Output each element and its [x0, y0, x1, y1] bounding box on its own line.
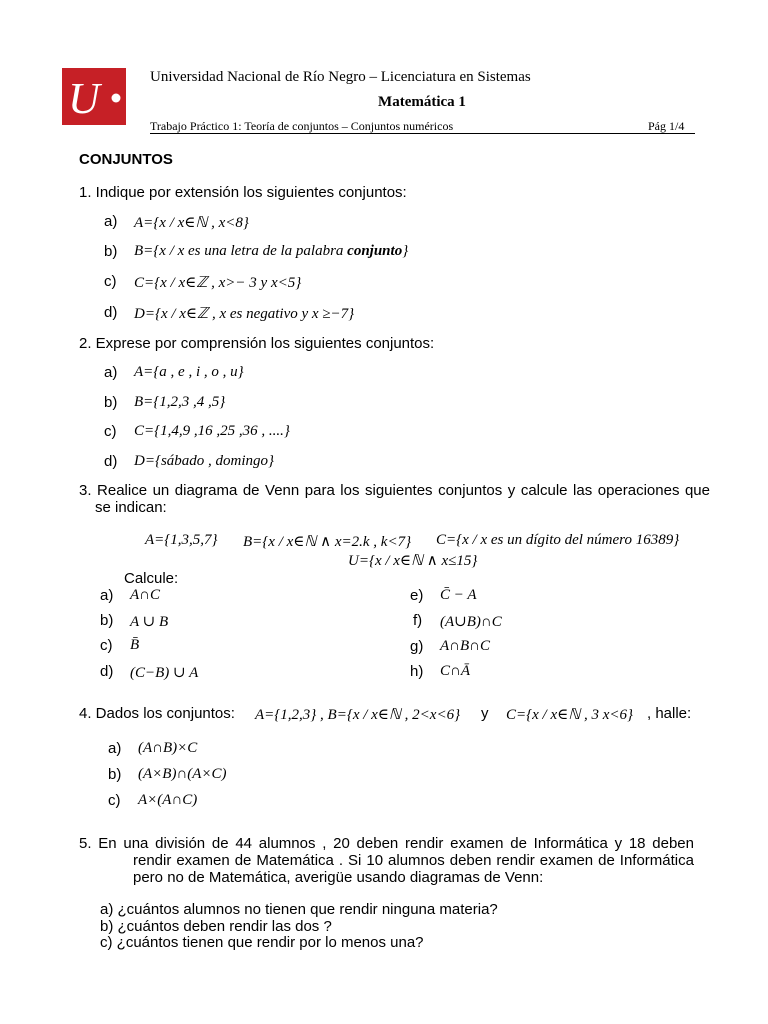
q2-d-expr: D={sábado , domingo}	[134, 453, 275, 469]
q4-title: 4. Dados los conjuntos:	[79, 705, 235, 722]
q3-a-label: a)	[100, 587, 114, 604]
q3-e-expr: C̄ − A	[440, 587, 477, 603]
q1-b-expr-post: }	[402, 243, 409, 259]
q1-title: 1. Indique por extensión los siguientes conjuntos:	[79, 184, 407, 201]
institution-name: Universidad Nacional de Río Negro – Licenciatura en Sistemas	[150, 69, 531, 85]
q1-b-expr-bold: conjunto	[347, 243, 403, 259]
q3-h-expr: C∩Ā	[440, 663, 470, 679]
q3-c-expr: B̄	[130, 637, 140, 653]
q1-b-expr-pre: B={x / x es una letra de la palabra	[134, 243, 348, 259]
q3-set-a: A={1,3,5,7}	[145, 532, 218, 548]
page-number: Pág 1/4	[648, 119, 685, 133]
q4-sets-ab: A={1,2,3} , B={x / x∈ℕ , 2<x<6}	[255, 707, 461, 723]
q3-b-expr: A ∪ B	[130, 614, 169, 630]
q5-a: a) ¿cuántos alumnos no tienen que rendir ninguna materia?	[100, 901, 498, 918]
q4-set-c: C={x / x∈ℕ , 3 x<6}	[506, 707, 634, 723]
q5-b: b) ¿cuántos deben rendir las dos ?	[100, 918, 332, 935]
practice-title: Trabajo Práctico 1: Teoría de conjuntos – Conjuntos numéricos	[150, 119, 454, 133]
q2-b-expr: B={1,2,3 ,4 ,5}	[134, 394, 226, 410]
q3-e-label: e)	[410, 587, 424, 604]
q3-f-expr: (A∪B)∩C	[440, 614, 502, 630]
q1-c-expr: C={x / x∈ℤ , x>− 3 y x<5}	[134, 275, 302, 291]
q1-a-expr: A={x / x∈ℕ , x<8}	[134, 215, 249, 231]
q3-d-label: d)	[100, 663, 114, 680]
q4-c-expr: A×(A∩C)	[138, 792, 198, 808]
q4-c-label: c)	[108, 792, 121, 809]
q1-d-expr: D={x / x∈ℤ , x es negativo y x ≥−7}	[134, 306, 355, 322]
q5-title: 5. En una división de 44 alumnos , 20 deben rendir examen de Informática y 18 deben rendir examen de Matemática . Si 10 alumnos deben rendir examen de Informática pero no de Matemática, averigüe usando diagramas de Venn:	[79, 835, 694, 886]
university-logo	[62, 68, 126, 125]
section-title: CONJUNTOS	[79, 151, 173, 168]
svg-text:U: U	[68, 74, 100, 123]
q2-d-label: d)	[104, 453, 118, 470]
q2-b-label: b)	[104, 394, 118, 411]
q3-g-label: g)	[410, 638, 424, 655]
q3-set-u: U={x / x∈ℕ ∧ x≤15}	[348, 553, 478, 569]
q2-a-expr: A={a , e , i , o , u}	[134, 364, 244, 380]
q3-d-expr: (C−B) ∪ A	[130, 665, 199, 681]
q4-b-expr: (A×B)∩(A×C)	[138, 766, 227, 782]
q2-title: 2. Exprese por comprensión los siguientes conjuntos:	[79, 335, 435, 352]
q3-set-c: C={x / x es un dígito del número 16389}	[436, 532, 680, 548]
q4-conj-y: y	[481, 705, 489, 722]
course-title: Matemática 1	[378, 94, 466, 110]
q3-c-label: c)	[100, 637, 113, 654]
q4-b-label: b)	[108, 766, 122, 783]
q3-h-label: h)	[410, 663, 424, 680]
q3-f-label: f)	[413, 612, 423, 629]
q1-c-label: c)	[104, 273, 117, 290]
q3-title: 3. Realice un diagrama de Venn para los siguientes conjuntos y calcule las operaciones que se indican:	[79, 482, 710, 516]
q3-set-b: B={x / x∈ℕ ∧ x=2.k , k<7}	[243, 534, 412, 550]
q3-g-expr: A∩B∩C	[440, 638, 490, 654]
q2-a-label: a)	[104, 364, 118, 381]
q4-tail: , halle:	[647, 705, 692, 722]
q4-a-expr: (A∩B)×C	[138, 740, 198, 756]
q1-b-label: b)	[104, 243, 118, 260]
q2-c-label: c)	[104, 423, 117, 440]
q4-a-label: a)	[108, 740, 122, 757]
header-divider	[150, 133, 695, 134]
logo-u-icon	[62, 68, 126, 125]
q3-b-label: b)	[100, 612, 114, 629]
q1-a-label: a)	[104, 213, 118, 230]
q1-d-label: d)	[104, 304, 118, 321]
q2-c-expr: C={1,4,9 ,16 ,25 ,36 , ....}	[134, 423, 290, 439]
q3-a-expr: A∩C	[130, 587, 160, 603]
q1-b-expr	[134, 243, 408, 260]
q3-calc-label: Calcule:	[124, 570, 179, 587]
q5-c: c) ¿cuántos tienen que rendir por lo menos una?	[100, 934, 424, 951]
